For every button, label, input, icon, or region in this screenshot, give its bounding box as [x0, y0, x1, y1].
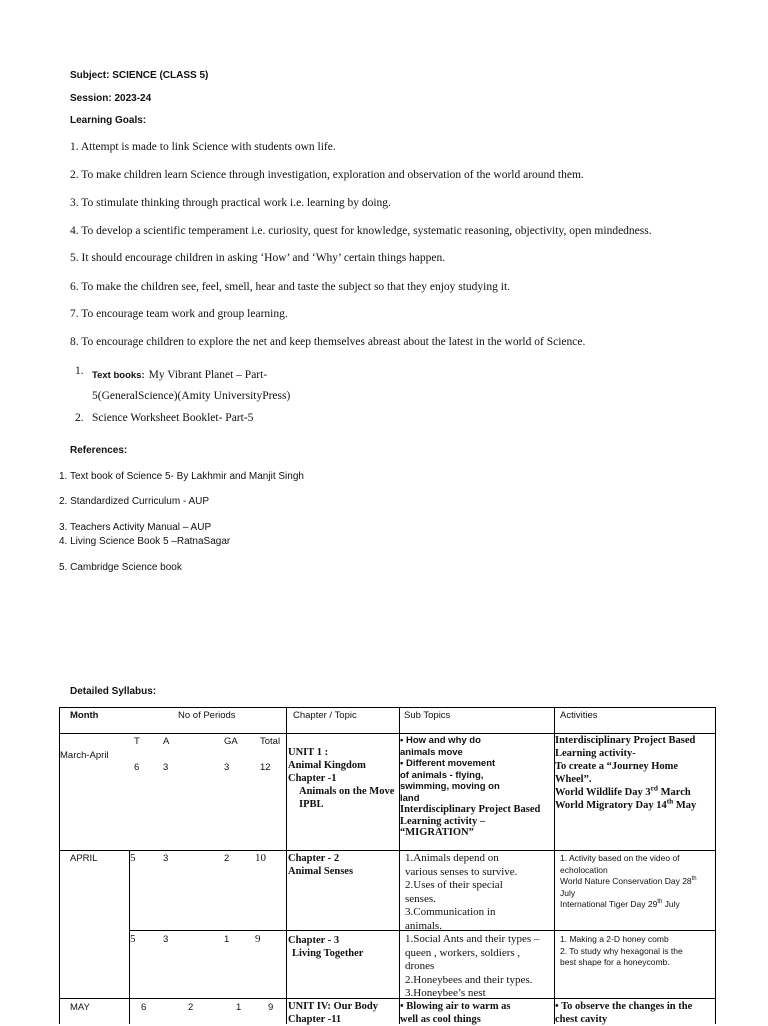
period-value: 2: [188, 1002, 194, 1013]
chapter-cell: [288, 934, 363, 960]
subtopic-line: 3.Honeybee’s nest: [405, 987, 486, 999]
goal-item: 6. To make the children see, feel, smell, hear and taste the subject so that they enjoy studying it.: [70, 281, 511, 293]
column-header-subtopics: Sub Topics: [404, 710, 451, 721]
activities-cell: [560, 853, 697, 911]
activity-line: best shape for a honeycomb.: [560, 957, 670, 967]
goal-item: 1. Attempt is made to link Science with students own life.: [70, 141, 336, 153]
period-value: 3: [224, 762, 230, 773]
column-header-chapter: Chapter / Topic: [293, 710, 357, 721]
chapter-line: Animal Senses: [288, 866, 354, 877]
period-label-t: T: [134, 736, 140, 747]
subtopic-line: Learning activity –: [400, 815, 486, 827]
column-header-activities: Activities: [560, 710, 598, 721]
period-value: 1: [236, 1002, 242, 1013]
subtopic-line: land: [400, 792, 420, 804]
activity-line: July: [560, 887, 576, 898]
chapter-line: UNIT IV: Our Body: [288, 1001, 378, 1012]
goal-item: 3. To stimulate thinking through practical work i.e. learning by doing.: [70, 197, 391, 209]
subtopics-cell: [405, 852, 517, 933]
subtopic-line: animals.: [405, 919, 442, 932]
period-value: 2: [224, 853, 230, 864]
activity-line: World Migratory Day 14th May: [555, 796, 697, 811]
textbook-worksheet: Science Worksheet Booklet- Part-5: [92, 412, 254, 424]
detailed-syllabus-heading: Detailed Syllabus:: [70, 686, 157, 697]
subject-heading: Subject: SCIENCE (CLASS 5): [70, 70, 209, 81]
period-value: 9: [255, 933, 261, 945]
month-cell: APRIL: [70, 853, 98, 864]
subtopic-line: 3.Communication in: [405, 906, 496, 918]
subtopic-line: 1.Animals depend on: [405, 852, 499, 864]
goal-item: 4. To develop a scientific temperament i.e. curiosity, quest for knowledge, systematic reasoning, objectivity, open mindedness.: [70, 225, 652, 237]
subtopic-line: of animals - flying,: [400, 769, 484, 781]
chapter-line: Chapter - 3: [288, 935, 340, 946]
chapter-line: Animal Kingdom: [288, 760, 366, 771]
subtopic-line: swimming, moving on: [400, 781, 500, 792]
chapter-line: Chapter -11: [288, 1014, 342, 1025]
activity-line: chest cavity: [555, 1014, 608, 1025]
period-label-total: Total: [260, 736, 281, 747]
period-value: 5: [130, 852, 136, 864]
column-header-month: Month: [70, 710, 99, 721]
chapter-cell: [288, 852, 353, 878]
subtopic-line: senses.: [405, 892, 436, 905]
session-heading: Session: 2023-24: [70, 93, 152, 104]
activity-line: Wheel”.: [555, 774, 592, 785]
reference-item: 2. Standardized Curriculum - AUP: [59, 496, 210, 507]
subtopic-line: 1.Social Ants and their types –: [405, 933, 540, 945]
subtopic-line: • Different movement: [400, 758, 496, 769]
subtopic-line: 2.Uses of their special: [405, 879, 503, 891]
activity-line: World Wildlife Day 3rd March: [555, 783, 691, 798]
chapter-line: IPBL: [299, 799, 324, 810]
period-label-a: A: [163, 736, 170, 747]
period-value: 10: [255, 852, 266, 864]
textbook-line: [92, 365, 267, 383]
activities-cell: [555, 734, 696, 812]
month-cell: March-April: [60, 750, 109, 761]
subtopics-cell: [400, 1000, 511, 1026]
period-value: 3: [163, 853, 169, 864]
textbook-label: Text books:: [92, 370, 145, 381]
period-value: 3: [163, 934, 169, 945]
activity-line: 1. Making a 2-D honey comb: [560, 934, 669, 944]
activities-cell: [555, 1000, 692, 1026]
period-value: 3: [163, 762, 169, 773]
period-value: 12: [260, 762, 271, 773]
activity-line: 1. Activity based on the video of: [560, 853, 680, 863]
activity-line: International Tiger Day 29th July: [560, 899, 680, 909]
month-cell: MAY: [70, 1002, 90, 1013]
activity-line: 2. To study why hexagonal is the: [560, 945, 683, 956]
subtopic-line: drones: [405, 960, 435, 972]
subtopic-line: animals move: [400, 746, 463, 758]
activity-line: To create a “Journey Home: [555, 761, 679, 772]
activity-line: Interdisciplinary Project Based: [555, 735, 696, 746]
subtopics-cell: [405, 933, 539, 1001]
period-value: 9: [268, 1002, 274, 1013]
textbook-number: 1.: [75, 365, 84, 377]
goal-item: 7. To encourage team work and group learning.: [70, 308, 288, 320]
activity-line: Learning activity-: [555, 748, 636, 759]
goal-item: 5. It should encourage children in asking ‘How’ and ‘Why’ certain things happen.: [70, 252, 446, 264]
references-heading: References:: [70, 445, 128, 456]
chapter-cell: [288, 746, 394, 811]
subtopic-line: • How and why do: [400, 735, 481, 746]
reference-item: 5. Cambridge Science book: [59, 562, 182, 573]
chapter-cell: [288, 1000, 378, 1026]
subtopic-line: well as cool things: [400, 1014, 481, 1025]
goal-item: 2. To make children learn Science through investigation, exploration and observation of the world around them.: [70, 169, 584, 181]
period-value: 5: [130, 933, 136, 945]
column-header-periods: No of Periods: [178, 710, 236, 721]
chapter-line: Animals on the Move: [299, 786, 395, 797]
activity-line: echolocation: [560, 864, 608, 875]
reference-item: 4. Living Science Book 5 –RatnaSagar: [59, 536, 231, 547]
textbook-number: 2.: [75, 412, 84, 424]
textbook-publisher: 5(GeneralScience)(Amity UniversityPress): [92, 390, 291, 402]
chapter-line: UNIT 1 :: [288, 747, 329, 758]
chapter-line: Chapter -1: [288, 773, 337, 784]
goal-item: 8. To encourage children to explore the net and keep themselves abreast about the latest in the world of Science.: [70, 336, 586, 348]
period-value: 6: [134, 762, 140, 773]
textbook-title: My Vibrant Planet – Part-: [148, 369, 268, 381]
subtopic-line: various senses to survive.: [405, 865, 518, 878]
activity-line: World Nature Conservation Day 28th: [560, 876, 697, 886]
subtopic-line: “MIGRATION”: [400, 827, 474, 838]
activities-cell: [560, 934, 683, 969]
subtopic-line: queen , workers, soldiers ,: [405, 946, 521, 959]
reference-item: 3. Teachers Activity Manual – AUP: [59, 522, 212, 533]
subtopic-line: 2.Honeybees and their types.: [405, 973, 533, 986]
period-value: 1: [224, 934, 230, 945]
learning-goals-heading: Learning Goals:: [70, 115, 147, 126]
reference-item: 1. Text book of Science 5- By Lakhmir and Manjit Singh: [59, 471, 304, 482]
chapter-line: Chapter - 2: [288, 853, 340, 864]
subtopic-line: Interdisciplinary Project Based: [400, 804, 541, 815]
chapter-line: Living Together: [292, 948, 364, 959]
subtopics-cell: [400, 735, 540, 839]
activity-line: • To observe the changes in the: [555, 1001, 693, 1012]
subtopic-line: • Blowing air to warm as: [400, 1001, 511, 1012]
period-label-ga: GA: [224, 736, 238, 747]
period-value: 6: [141, 1002, 147, 1013]
